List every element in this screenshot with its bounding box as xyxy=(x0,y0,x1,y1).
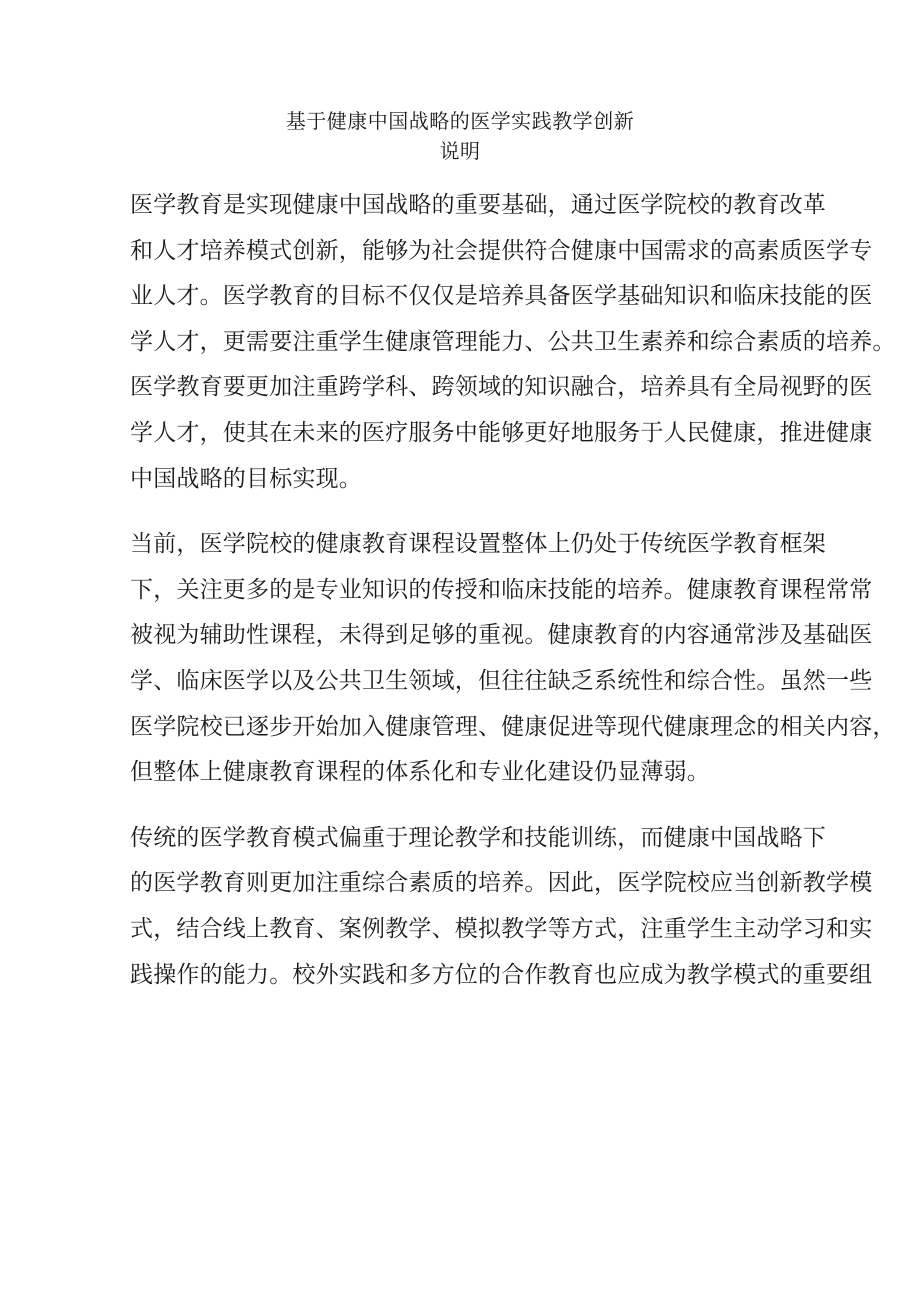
paragraph-line: 但整体上健康教育课程的体系化和专业化建设仍显薄弱。 xyxy=(130,759,710,786)
paragraph-line: 医学教育是实现健康中国战略的重要基础，通过医学院校的教育改革 xyxy=(130,192,826,218)
paragraph-1 xyxy=(84,183,896,502)
paragraph-line: 下，关注更多的是专业知识的传授和临床技能的培养。健康教育课程常常 xyxy=(130,576,873,603)
paragraph-line: 业人才。医学教育的目标不仅仅是培养具备医学基础知识和临床技能的医 xyxy=(130,283,873,310)
paragraph-line: 中国战略的目标实现。 xyxy=(130,465,362,492)
document-subtitle: 说明 xyxy=(439,139,481,163)
paragraph-line: 医学教育要更加注重跨学科、跨领域的知识融合，培养具有全局视野的医 xyxy=(130,374,873,401)
paragraph-2 xyxy=(84,522,896,796)
paragraph-line: 当前，医学院校的健康教育课程设置整体上仍处于传统医学教育框架 xyxy=(130,531,826,558)
paragraph-line: 和人才培养模式创新，能够为社会提供符合健康中国需求的高素质医学专 xyxy=(130,237,873,264)
paragraph-line: 学人才，更需要注重学生健康管理能力、公共卫生素养和综合素质的培养。 xyxy=(130,328,896,355)
paragraph-line: 学人才，使其在未来的医疗服务中能够更好地服务于人民健康，推进健康 xyxy=(130,419,873,446)
paragraph-line: 践操作的能力。校外实践和多方位的合作教育也应成为教学模式的重要组 xyxy=(130,961,873,988)
paragraph-line: 式，结合线上教育、案例教学、模拟教学等方式，注重学生主动学习和实 xyxy=(130,915,873,942)
document-body xyxy=(84,183,896,998)
paragraph-line: 医学院校已逐步开始加入健康管理、健康促进等现代健康理念的相关内容， xyxy=(130,713,896,740)
document-title: 基于健康中国战略的医学实践教学创新 xyxy=(285,109,635,133)
paragraph-line: 被视为辅助性课程，未得到足够的重视。健康教育的内容通常涉及基础医 xyxy=(130,622,873,649)
paragraph-line: 的医学教育则更加注重综合素质的培养。因此，医学院校应当创新教学模 xyxy=(130,870,873,897)
paragraph-line: 传统的医学教育模式偏重于理论教学和技能训练，而健康中国战略下 xyxy=(130,824,826,851)
paragraph-3 xyxy=(84,816,873,998)
paragraph-line: 学、临床医学以及公共卫生领域，但往往缺乏系统性和综合性。虽然一些 xyxy=(130,667,873,694)
title-block xyxy=(0,106,920,166)
